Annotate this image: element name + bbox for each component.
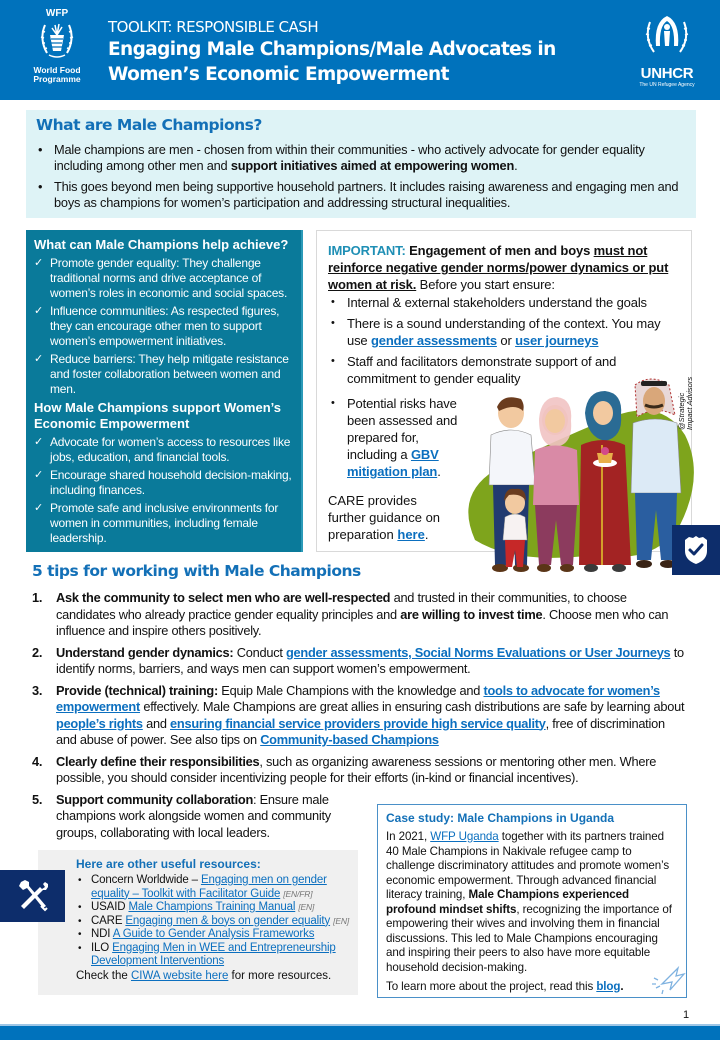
case-study-pre: In 2021, — [386, 830, 431, 843]
resource-lang: [EN/FR] — [283, 888, 313, 899]
resource-lang: [EN] — [333, 915, 350, 926]
resource-item — [76, 915, 358, 929]
check-icon: ✓ — [34, 469, 44, 481]
resource-link[interactable]: Engaging men & boys on gender equality — [125, 914, 331, 927]
tip-3-text2: effectively. Male Champions are great allies in ensuring cash distributions are safe by learning about — [140, 699, 685, 714]
achieve-item-text: Reduce barriers: They help mitigate resistance and foster collaboration between women and men. — [50, 352, 289, 396]
ciwa-note-post: for more resources. — [228, 969, 332, 982]
header-text — [108, 18, 556, 87]
care-here-link[interactable]: here — [397, 527, 425, 542]
case-study-box — [377, 804, 687, 998]
credit-line2: Impact Advisors — [685, 376, 694, 430]
case-study-text1: together with its partners trained 40 Male Champions in Nakivale refugee camp to challenge discriminatory attitudes and promote women’s economic empowerment. Through advanced financial literacy training, — [386, 830, 670, 901]
resource-link[interactable]: Engaging Men in WEE and Entrepreneurship Development Interventions — [91, 941, 336, 967]
tip-number: 2. — [32, 644, 43, 660]
resource-org: NDI — [91, 928, 113, 940]
resource-link[interactable]: A Guide to Gender Analysis Frameworks — [112, 928, 315, 940]
resource-item — [76, 942, 358, 969]
tip-number: 5. — [32, 791, 43, 807]
case-study-text2: , recognizing the importance of empowering their wives and involving them in financial discussions. This led to Male Champions encouraging and inspiring their peers to also have more equitable household decision-making. — [386, 902, 672, 974]
tip-1 — [32, 590, 688, 640]
ciwa-note — [76, 969, 358, 983]
tip-2-text2: to identify norms, barriers, and ways men can support women’s empowerment. — [56, 644, 684, 676]
tip-4-text: , such as organizing awareness sessions or mentoring other men. Where possible, you should consider incentivizing people for their efforts (in-kind or financial incentives). — [56, 753, 657, 785]
tip-3-text1: Equip Male Champions with the knowledge and — [217, 682, 484, 698]
support-item — [34, 435, 293, 465]
tip-4 — [32, 754, 688, 787]
wfp-name-line1: World Food — [33, 65, 81, 75]
important-item-4-end: . — [437, 464, 441, 479]
click-cursor-icon — [648, 960, 688, 1000]
resources-box — [38, 850, 358, 995]
achieve-item — [34, 304, 293, 349]
case-study-body — [386, 830, 678, 975]
tip-2-text1: Conduct — [233, 644, 286, 660]
wfp-emblem-icon — [37, 19, 77, 61]
important-lead — [328, 242, 684, 293]
tip-1-text1: and trusted in their communities, to choose candidates who already practice gender equality principles and — [56, 590, 627, 622]
resources-list — [76, 874, 358, 969]
what-heading: What are Male Champions? — [36, 116, 262, 134]
achieve-heading: What can Male Champions help achieve? — [34, 237, 289, 252]
page-number: 1 — [683, 1009, 690, 1021]
gender-assessments-evaluations-link[interactable]: gender assessments, Social Norms Evaluations or User Journeys — [285, 644, 671, 660]
resource-link[interactable]: Male Champions Training Manual — [128, 901, 296, 913]
important-lead-bold: Engagement of men and boys — [405, 243, 594, 258]
tip-number: 3. — [32, 682, 43, 698]
important-item-4-text: Potential risks have been assessed and prepared for, including a — [347, 396, 458, 462]
tip-3-text3: and — [142, 715, 171, 731]
important-item-2-mid: or — [496, 333, 516, 348]
wfp-abbr: WFP — [45, 8, 69, 19]
check-icon: ✓ — [34, 305, 44, 317]
resource-item — [76, 901, 358, 915]
case-study-more-pre: To learn more about the project, read this — [386, 980, 597, 993]
wfp-name-line2: Programme — [33, 74, 81, 84]
shield-badge — [672, 525, 720, 575]
title-line2: Women’s Economic Empowerment — [108, 64, 449, 85]
tip-2-bold: Understand gender dynamics: — [56, 644, 234, 660]
page-header — [0, 0, 720, 100]
achieve-list — [34, 256, 293, 397]
resources-heading: Here are other useful resources: — [76, 857, 261, 871]
tip-number: 1. — [32, 590, 43, 605]
tip-3-bold: Provide (technical) training: — [56, 682, 218, 698]
title-line1: Engaging Male Champions/Male Advocates in — [108, 39, 556, 60]
important-item-4 — [328, 395, 468, 480]
unhcr-abbr: UNHCR — [640, 65, 694, 82]
what-bullet-1-text: Male champions are men - chosen from within their communities - who actively advocate for gender equality including among other men and — [54, 142, 645, 173]
case-study-more-post: . — [620, 980, 624, 993]
tip-1-bold1: Ask the community to select men who are well-respected — [56, 590, 391, 605]
gbv-mitigation-plan-link[interactable]: GBV mitigation plan — [347, 447, 439, 479]
resource-org: CARE — [91, 914, 126, 927]
what-bullet-1-end: . — [514, 158, 518, 173]
ciwa-note-pre: Check the — [76, 969, 131, 982]
peoples-rights-link[interactable]: people’s rights — [56, 715, 143, 731]
support-list — [34, 435, 293, 546]
illustration-credit — [678, 360, 694, 430]
important-lead-after: Before you start ensure: — [416, 277, 555, 292]
case-study-bold: Male Champions experienced profound mindset shifts — [386, 888, 629, 916]
care-guidance-text: CARE provides further guidance on preparation — [328, 493, 441, 542]
tip-2 — [32, 645, 688, 678]
what-bullet-1-bold: support initiatives aimed at empowering women — [230, 158, 515, 173]
user-journeys-link[interactable]: user journeys — [515, 333, 599, 348]
check-icon: ✓ — [34, 436, 44, 448]
footer-bar — [0, 1024, 720, 1040]
important-item-2-text: There is a sound understanding of the context. You may use — [347, 316, 661, 348]
what-list — [36, 142, 686, 211]
care-guidance — [328, 492, 453, 543]
wfp-uganda-link[interactable]: WFP Uganda — [430, 830, 499, 843]
tip-3 — [32, 683, 688, 749]
resource-item — [76, 928, 358, 942]
tip-number: 4. — [32, 753, 43, 769]
community-based-champions-link[interactable]: Community-based Champions — [260, 732, 439, 747]
tools-to-advocate-link[interactable]: tools to advocate for women’s empowerment — [56, 682, 660, 714]
important-label: IMPORTANT: — [328, 243, 406, 258]
important-lead-underline: must not reinforce negative gender norms/power dynamics or put women at risk. — [328, 243, 669, 292]
blog-link[interactable]: blog — [596, 980, 621, 993]
achieve-item — [34, 256, 293, 301]
support-heading: How Male Champions support Women’s Economic Empowerment — [34, 400, 282, 431]
tip-1-bold2: are willing to invest time — [400, 606, 543, 622]
financial-service-providers-link[interactable]: ensuring financial service providers provide high service quality — [170, 715, 546, 731]
important-item-3: • Staff and facilitators demonstrate support of and commitment to gender equality — [328, 353, 684, 387]
gender-assessments-link[interactable]: gender assessments — [370, 333, 497, 348]
resource-lang: [EN] — [298, 902, 315, 912]
wfp-logo — [28, 8, 86, 93]
achieve-item-text: Promote gender equality: They challenge traditional norms and drive acceptance of women’s roles in economic and social spaces. — [50, 256, 288, 300]
achieve-item — [34, 352, 293, 397]
important-item-1: • Internal & external stakeholders understand the goals — [328, 294, 684, 311]
care-guidance-end: . — [424, 527, 429, 542]
unhcr-emblem-icon — [642, 12, 692, 58]
case-study-more — [386, 980, 678, 995]
unhcr-tagline: The UN Refugee Agency — [639, 82, 695, 88]
support-item — [34, 468, 293, 498]
support-item-text: Encourage shared household decision-making, including finances. — [50, 468, 292, 497]
ciwa-website-link[interactable]: CIWA website here — [130, 969, 229, 982]
credit-line1: @Strategic — [677, 392, 686, 430]
important-item-2 — [328, 315, 684, 349]
toolkit-label: TOOLKIT: RESPONSIBLE CASH — [108, 18, 319, 36]
tools-badge — [0, 870, 65, 922]
what-bullet-1 — [36, 142, 686, 174]
page-title — [108, 37, 556, 87]
what-bullet-2: • This goes beyond men being supportive household partners. It includes raising awareness and engaging men and boys as champions for women’s participation and addressing structural inequalities. — [36, 179, 686, 211]
achieve-item-text: Influence communities: As respected figures, they can encourage other men to support women’s empowerment initiatives. — [50, 304, 280, 348]
resource-org: ILO — [91, 941, 113, 954]
achieve-box — [26, 230, 303, 552]
resource-org: Concern Worldwide – — [91, 874, 201, 886]
check-icon: ✓ — [34, 353, 44, 365]
resource-org: USAID — [91, 901, 129, 913]
tips-heading: 5 tips for working with Male Champions — [32, 562, 361, 580]
family-illustration — [455, 375, 705, 575]
check-icon: ✓ — [34, 502, 44, 514]
support-item-text: Advocate for women’s access to resources like jobs, education, and financial tools. — [50, 435, 291, 464]
check-icon: ✓ — [34, 257, 44, 269]
tip-4-bold: Clearly define their responsibilities — [56, 753, 260, 769]
tip-1-text2: . Choose men who can influence and inspire others positively. — [56, 606, 669, 638]
shield-check-icon — [683, 535, 709, 565]
unhcr-logo — [632, 12, 702, 90]
support-item — [34, 501, 293, 546]
tip-3-text4: , free of discrimination and abuse of power. See also tips on — [56, 715, 665, 747]
tools-icon — [15, 878, 51, 914]
resource-link[interactable]: Engaging men on gender equality – Toolkit with Facilitator Guide — [91, 874, 327, 900]
tip-5 — [32, 792, 362, 842]
tip-5-bold: Support community collaboration — [56, 791, 254, 807]
what-are-male-champions-box — [26, 110, 696, 218]
resource-item — [76, 874, 358, 901]
support-item-text: Promote safe and inclusive environments for women in communities, including female leadership. — [50, 501, 279, 545]
tip-5-text: : Ensure male champions work alongside women and community groups, collaborating with local leaders. — [56, 791, 331, 840]
case-study-heading: Case study: Male Champions in Uganda — [386, 811, 615, 825]
